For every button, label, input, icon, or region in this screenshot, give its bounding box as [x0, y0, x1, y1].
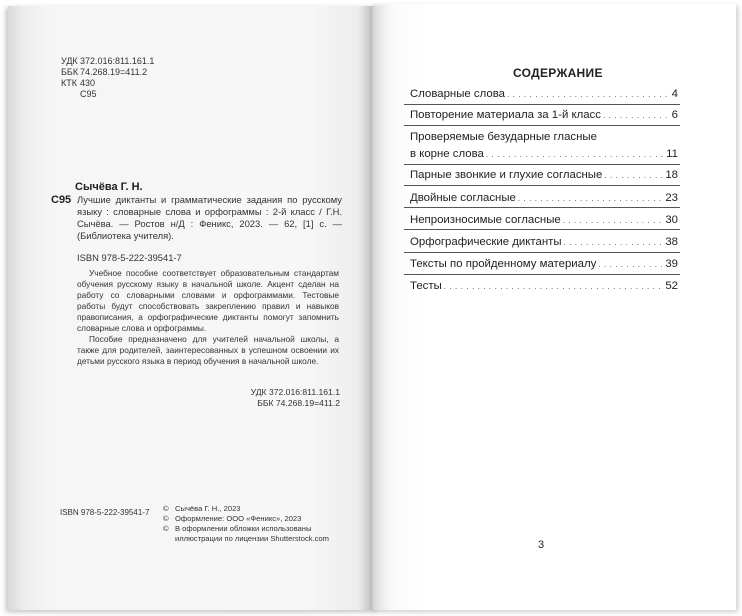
copyright-text: иллюстрации по лицензии Shutterstock.com — [175, 534, 329, 543]
toc-entry — [410, 108, 678, 123]
udk-right-line: УДК 372.016:811.161.1 — [250, 387, 340, 397]
toc-leader — [444, 279, 664, 294]
copyright-text: Сычёва Г. Н., 2023 — [175, 504, 241, 513]
classification-value: С95 — [80, 89, 97, 99]
classification-label — [61, 89, 80, 100]
copyright-icon: © — [163, 504, 169, 513]
toc-entry — [410, 87, 678, 102]
toc-entry-page: 6 — [671, 109, 678, 121]
annotation-block — [77, 268, 339, 367]
toc-entry-title: Тесты — [410, 280, 442, 292]
toc-entry — [410, 191, 678, 206]
copyright-row — [163, 514, 329, 524]
toc-entry-page: 52 — [665, 280, 678, 292]
toc-entry — [410, 279, 678, 294]
udk-bbk-right — [230, 387, 340, 409]
isbn-main: ISBN 978-5-222-39541-7 — [77, 252, 182, 263]
toc-leader — [604, 168, 663, 183]
toc-entry-page: 11 — [666, 148, 678, 160]
classification-label: КТК — [61, 78, 77, 88]
toc-divider — [404, 104, 680, 105]
copyright-row — [163, 504, 329, 514]
copyright-text: В оформлении обложки использованы — [175, 524, 312, 533]
copyright-row — [163, 524, 329, 534]
copyright-text: Оформление: ООО «Феникс», 2023 — [175, 514, 302, 523]
classification-block — [61, 56, 154, 100]
toc-title: СОДЕРЖАНИЕ — [513, 66, 603, 80]
isbn-bottom: ISBN 978-5-222-39541-7 — [60, 508, 150, 517]
toc-divider — [404, 252, 680, 253]
annotation-paragraph-1: Учебное пособие соответствует образовательным стандартам обучения русскому языку в начальной школе. Акцент сделан на работу со словарными словами и орфограммами. Тестовые работы будут способствовать закреплению правил и навыков правописания, а орфографические диктанты помогут запомнить словарные слова и орфограммы. — [77, 268, 339, 333]
toc-leader — [598, 257, 663, 272]
toc-entry-page: 4 — [671, 88, 678, 100]
classification-label: ББК — [61, 67, 79, 77]
toc-entry — [410, 235, 678, 250]
toc-entry-title-continued: в корне слова — [410, 148, 484, 160]
toc-entry-title: Проверяемые безударные гласные — [410, 131, 597, 143]
toc-entry — [410, 130, 678, 162]
author-code: С95 — [51, 194, 72, 206]
copyright-icon: © — [163, 514, 169, 523]
toc-leader — [486, 147, 664, 162]
toc-entry-title: Двойные согласные — [410, 192, 516, 204]
classification-row — [61, 67, 154, 78]
toc-entry-page: 39 — [665, 258, 678, 270]
toc-entry-title: Тексты по пройденному материалу — [410, 258, 597, 270]
copyright-block — [163, 504, 329, 544]
toc-entry-title: Повторение материала за 1-й класс — [410, 109, 601, 121]
toc-entry — [410, 213, 678, 228]
classification-row — [61, 78, 154, 89]
toc-leader — [564, 235, 664, 250]
toc-divider — [404, 274, 680, 275]
page-number: 3 — [538, 539, 545, 551]
toc-entry — [410, 168, 678, 183]
author-name: Сычёва Г. Н. — [75, 181, 143, 193]
classification-label: УДК — [61, 56, 78, 66]
classification-value: 74.268.19=411.2 — [80, 67, 148, 77]
classification-value: 372.016:811.161.1 — [80, 56, 155, 66]
toc-entry-page: 18 — [665, 169, 678, 181]
classification-row — [61, 56, 154, 67]
copyright-icon — [163, 534, 175, 544]
toc-divider — [404, 207, 680, 208]
book-gutter — [360, 6, 386, 610]
toc-entry-title: Словарные слова — [410, 88, 505, 100]
toc-entry-title: Непроизносимые согласные — [410, 214, 561, 226]
toc-divider — [404, 185, 680, 186]
bibliographic-record: Лучшие диктанты и грамматические задания по русскому языку : словарные слова и орфограммы : 2-й класс / Г.Н. Сычёва. — Ростов н/Д : Феникс, 2023. — 62, [1] с. — (Библиотека учителя). — [77, 194, 342, 241]
toc-entry-page: 38 — [665, 236, 678, 248]
toc-divider — [404, 125, 680, 126]
bbk-right-line: ББК 74.268.19=411.2 — [257, 398, 340, 408]
toc-entry-page: 23 — [665, 192, 678, 204]
toc-leader — [603, 108, 670, 123]
annotation-paragraph-2: Пособие предназначено для учителей начальной школы, а также для родителей, заинтересованных в успешном освоении их детьми русского языка в период обучения в начальной школе. — [77, 334, 339, 366]
classification-value: 430 — [80, 78, 96, 88]
toc-leader — [563, 213, 664, 228]
copyright-row — [163, 534, 329, 544]
toc-leader — [518, 191, 663, 206]
classification-row — [61, 89, 154, 100]
toc-entry-page: 30 — [665, 214, 678, 226]
toc-entry-title: Парные звонкие и глухие согласные — [410, 169, 603, 181]
toc-divider — [404, 164, 680, 165]
toc-entry-title: Орфографические диктанты — [410, 236, 562, 248]
toc-leader — [507, 87, 670, 102]
copyright-icon: © — [163, 524, 169, 533]
toc-divider — [404, 229, 680, 230]
toc-entry — [410, 257, 678, 272]
